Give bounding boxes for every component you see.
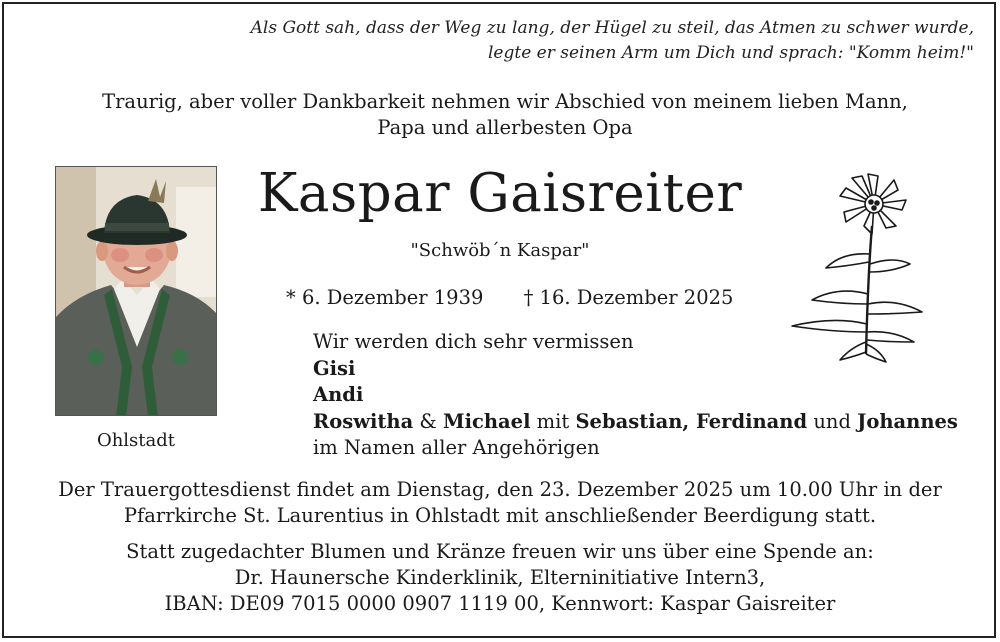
separator-and: & bbox=[413, 409, 443, 433]
separator-with: mit bbox=[530, 409, 576, 433]
nickname: "Schwöb´n Kaspar" bbox=[410, 240, 590, 261]
donation-info bbox=[20, 539, 980, 617]
death-date: † 16. Dezember 2025 bbox=[523, 286, 734, 309]
intro-text bbox=[40, 89, 970, 141]
mourner-michael: Michael bbox=[442, 409, 531, 433]
intro-line-2: Papa und allerbesten Opa bbox=[377, 116, 633, 139]
donation-line-1: Statt zugedachter Blumen und Kränze freuen wir uns über eine Spende an: bbox=[126, 540, 874, 563]
edelweiss-icon bbox=[782, 164, 932, 369]
intro-line-1: Traurig, aber voller Dankbarkeit nehmen wir Abschied von meinem lieben Mann, bbox=[102, 90, 908, 113]
quote bbox=[214, 16, 974, 66]
deceased-name: Kaspar Gaisreiter bbox=[257, 163, 743, 224]
quote-line-2: legte er seinen Arm um Dich und sprach: "Komm heim!" bbox=[487, 43, 974, 63]
quote-line-1: Als Gott sah, dass der Weg zu lang, der Hügel zu steil, das Atmen zu schwer wurde, bbox=[250, 18, 974, 38]
mourner-johannes: Johannes bbox=[857, 409, 958, 433]
birth-date: * 6. Dezember 1939 bbox=[286, 286, 484, 309]
donation-line-3: IBAN: DE09 7015 0000 0907 1119 00, Kennwort: Kaspar Gaisreiter bbox=[164, 592, 836, 615]
mourner-roswitha: Roswitha bbox=[313, 409, 414, 433]
service-line-2: Pfarrkirche St. Laurentius in Ohlstadt mit anschließender Beerdigung statt. bbox=[123, 504, 877, 527]
service-info bbox=[20, 477, 980, 529]
mourner-grandchildren: Sebastian, Ferdinand bbox=[575, 409, 808, 433]
mourners-closing: im Namen aller Angehörigen bbox=[313, 436, 600, 459]
mourners-intro: Wir werden dich sehr vermissen bbox=[313, 330, 634, 353]
separator-und: und bbox=[807, 409, 858, 433]
life-dates bbox=[286, 286, 733, 309]
place-name: Ohlstadt bbox=[96, 430, 176, 451]
mourner-family-line bbox=[313, 409, 958, 436]
mourner-gisi: Gisi bbox=[313, 356, 356, 380]
mourner-andi: Andi bbox=[313, 383, 364, 406]
service-line-1: Der Trauergottesdienst findet am Dienstag, den 23. Dezember 2025 um 10.00 Uhr in der bbox=[58, 478, 942, 501]
donation-line-2: Dr. Haunersche Kinderklinik, Elterninitiative Intern3, bbox=[234, 566, 766, 589]
